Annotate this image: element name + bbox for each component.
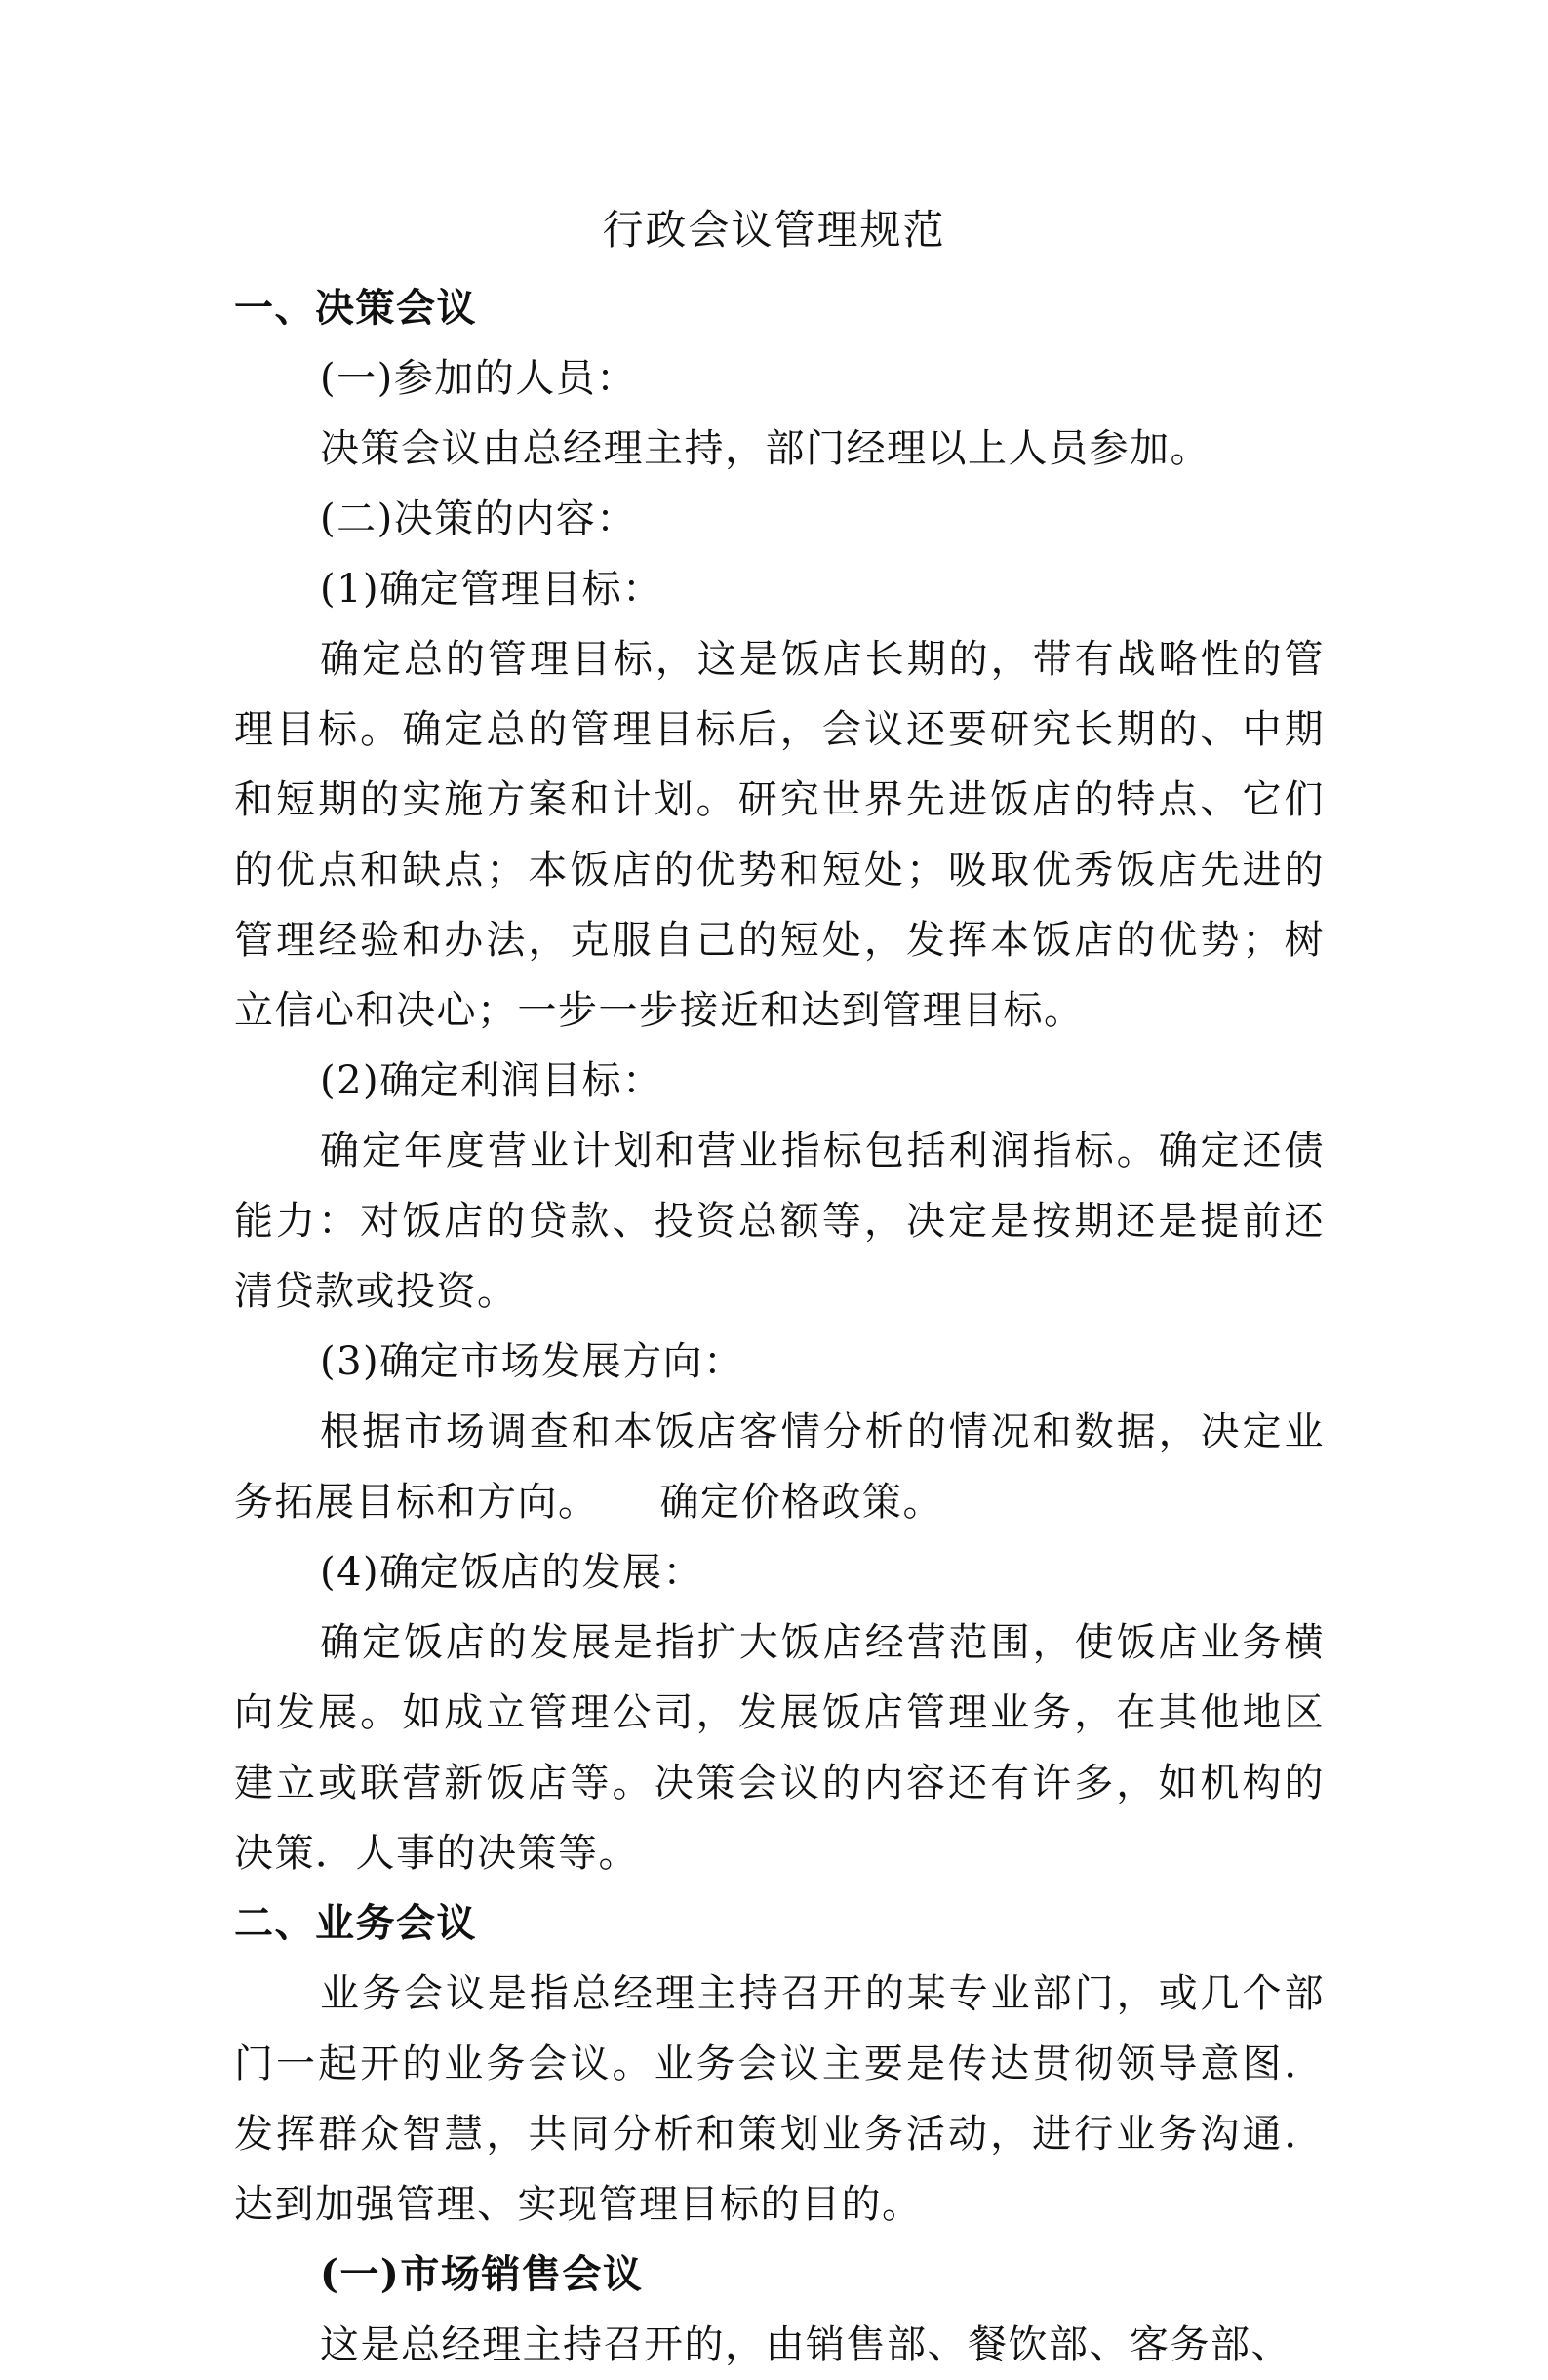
paragraph-participants: 决策会议由总经理主持，部门经理以上人员参加。 [320, 426, 1211, 471]
paragraph-hotel-development: 确定饭店的发展是指扩大饭店经营范围，使饭店业务横向发展。如成立管理公司，发展饭店管理业务，在其他地区建立或联营新饭店等。决策会议的内容还有许多，如机构的决策．人事的决策等。 [234, 1620, 1325, 1876]
section-heading-business-meeting: 二、业务会议 [234, 1900, 477, 1946]
item-management-goals: (1)确定管理目标： [320, 567, 663, 612]
paragraph-business-meeting: 业务会议是指总经理主持召开的某专业部门，或几个部门一起开的业务会议。业务会议主要是传达贯彻领导意图．发挥群众智慧，共同分析和策划业务活动，进行业务沟通．达到加强管理、实现管理目标的目的。 [234, 1971, 1325, 2227]
document-body [234, 273, 1325, 2380]
section-heading-decision-meeting: 一、决策会议 [234, 285, 477, 331]
item-profit-goals: (2)确定利润目标： [320, 1058, 663, 1103]
item-market-direction: (3)确定市场发展方向： [320, 1339, 744, 1384]
paragraph-marketing-sales-meeting: 这是总经理主持召开的，由销售部、餐饮部、客务部、 [320, 2322, 1291, 2367]
document-title: 行政会议管理规范 [602, 206, 946, 254]
subheading-participants: (一)参加的人员： [320, 356, 637, 401]
subheading-decision-content: (二)决策的内容： [320, 496, 637, 541]
paragraph-market-direction: 根据市场调查和本饭店客情分析的情况和数据，决定业务拓展目标和方向。 确定价格政策。 [234, 1409, 1325, 1525]
paragraph-management-goals: 确定总的管理目标，这是饭店长期的，带有战略性的管理目标。确定总的管理目标后，会议还要研究长期的、中期和短期的实施方案和计划。研究世界先进饭店的特点、它们的优点和缺点；本饭店的优势和短处；吸取优秀饭店先进的管理经验和办法，克服自己的短处，发挥本饭店的优势；树立信心和决心；一步一步接近和达到管理目标。 [234, 637, 1325, 1033]
paragraph-profit-goals: 确定年度营业计划和营业指标包括利润指标。确定还债能力：对饭店的贷款、投资总额等，决定是按期还是提前还清贷款或投资。 [234, 1129, 1325, 1314]
item-hotel-development: (4)确定饭店的发展： [320, 1550, 704, 1595]
subheading-marketing-sales-meeting: (一)市场销售会议 [320, 2251, 644, 2297]
